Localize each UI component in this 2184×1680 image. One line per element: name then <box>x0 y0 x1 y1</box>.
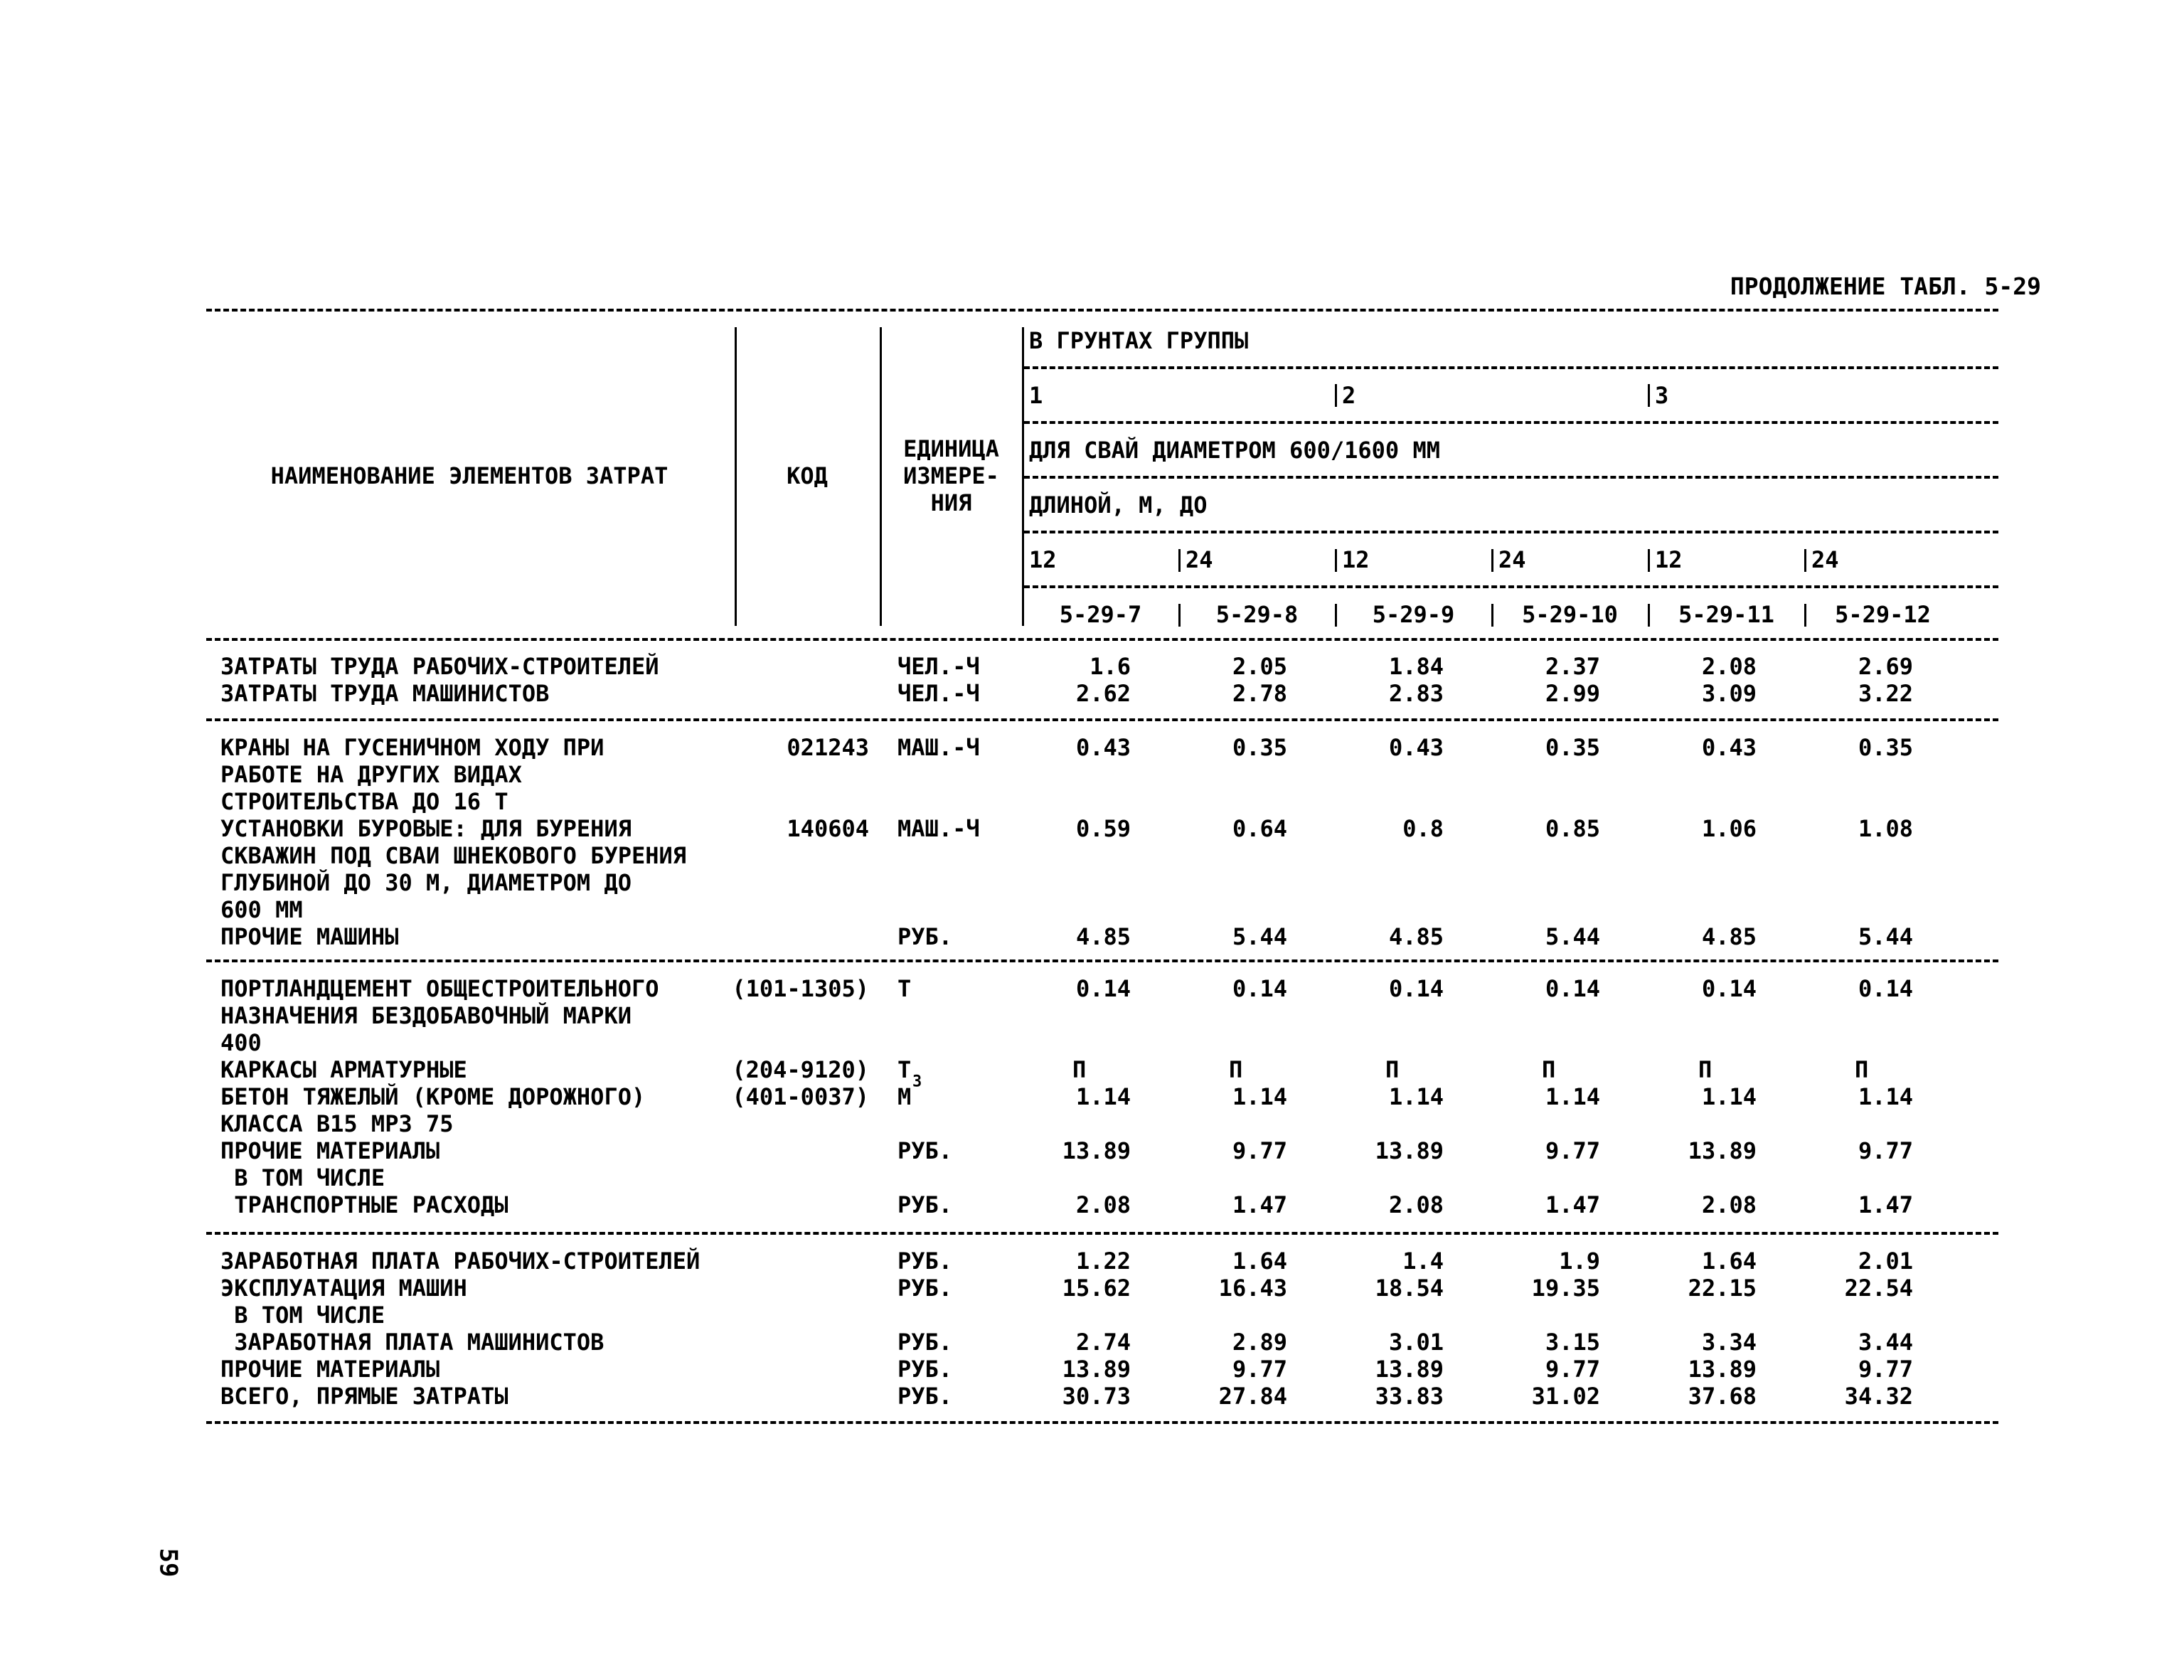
row-value: 2.08 <box>1075 1191 1131 1218</box>
row-value: 9.77 <box>1545 1356 1600 1383</box>
row-value: 9.77 <box>1858 1137 1913 1164</box>
row-name-line: УСТАНОВКИ БУРОВЫЕ: ДЛЯ БУРЕНИЯ <box>220 815 632 842</box>
row-value: 4.85 <box>1075 923 1131 950</box>
row-name-line: ПРОЧИЕ МАШИНЫ <box>220 923 399 950</box>
row-code: 021243 <box>787 734 869 761</box>
row-value: 1.22 <box>1075 1248 1131 1275</box>
row-value: 0.8 <box>1402 815 1444 842</box>
row-value: 1.47 <box>1232 1191 1287 1218</box>
row-value: 1.14 <box>1232 1083 1287 1110</box>
row-value: П <box>1855 1056 1869 1083</box>
header-length-6-bar <box>1804 549 1806 572</box>
row-value: 0.35 <box>1858 734 1913 761</box>
row-unit: РУБ. <box>897 1275 953 1302</box>
row-value: 13.89 <box>1688 1137 1757 1164</box>
row-value: П <box>1229 1056 1243 1083</box>
row-value: 13.89 <box>1062 1137 1131 1164</box>
row-name-line: ВСЕГО, ПРЯМЫЕ ЗАТРАТЫ <box>220 1383 508 1410</box>
row-value: 4.85 <box>1388 923 1444 950</box>
row-value: 1.06 <box>1701 815 1757 842</box>
row-value: 3.15 <box>1545 1329 1600 1356</box>
header-length-4-bar <box>1491 549 1493 572</box>
table-continuation-title: ПРОДОЛЖЕНИЕ ТАБЛ. 5-29 <box>1730 272 2041 300</box>
row-value: 2.37 <box>1545 653 1600 680</box>
header-length-5-bar <box>1648 549 1650 572</box>
row-value: 3.01 <box>1388 1329 1444 1356</box>
row-value: 9.77 <box>1232 1137 1287 1164</box>
row-unit: РУБ. <box>897 923 953 950</box>
row-value: 1.14 <box>1545 1083 1600 1110</box>
header-unit-line-1: ЕДИНИЦА <box>903 435 999 462</box>
row-unit: РУБ. <box>897 1248 953 1275</box>
header-length-6: 24 <box>1811 546 1839 573</box>
header-length: ДЛИНОЙ, М, ДО <box>1029 491 1208 519</box>
header-rule-2 <box>1024 421 1998 424</box>
row-value: 3.44 <box>1858 1329 1913 1356</box>
row-value: 34.32 <box>1844 1383 1913 1410</box>
row-unit: ЧЕЛ.-Ч <box>897 653 980 680</box>
row-value: 5.44 <box>1232 923 1287 950</box>
header-group-2-bar <box>1335 384 1337 407</box>
row-value: 13.89 <box>1688 1356 1757 1383</box>
row-name-line: ЗАТРАТЫ ТРУДА РАБОЧИХ-СТРОИТЕЛЕЙ <box>220 653 659 680</box>
row-name-line: ЗАРАБОТНАЯ ПЛАТА МАШИНИСТОВ <box>220 1329 604 1356</box>
row-unit: МАШ.-Ч <box>897 734 980 761</box>
row-value: 4.85 <box>1701 923 1757 950</box>
row-value: 0.35 <box>1232 734 1287 761</box>
row-value: 22.15 <box>1688 1275 1757 1302</box>
row-name-line: ЗАТРАТЫ ТРУДА МАШИНИСТОВ <box>220 680 550 707</box>
row-unit: МАШ.-Ч <box>897 815 980 842</box>
row-name-line: БЕТОН ТЯЖЕЛЫЙ (КРОМЕ ДОРОЖНОГО) <box>220 1083 646 1110</box>
row-code: (401-0037) <box>732 1083 869 1110</box>
header-group-3-bar <box>1648 384 1650 407</box>
row-value: 0.85 <box>1545 815 1600 842</box>
row-value: 30.73 <box>1062 1383 1131 1410</box>
row-value: 1.64 <box>1232 1248 1287 1275</box>
row-value: 2.74 <box>1075 1329 1131 1356</box>
row-unit: Т <box>897 975 912 1002</box>
header-code-3: 5-29-9 <box>1372 601 1455 628</box>
header-unit-line-3: НИЯ <box>930 489 972 516</box>
header-rule-3 <box>1024 476 1998 479</box>
header-code-1: 5-29-7 <box>1059 601 1142 628</box>
row-name-line: ПРОЧИЕ МАТЕРИАЛЫ <box>220 1137 440 1164</box>
table-top-rule <box>206 309 1998 312</box>
row-name-line: КАРКАСЫ АРМАТУРНЫЕ <box>220 1056 467 1083</box>
header-unit-line-2: ИЗМЕРЕ- <box>903 462 999 489</box>
row-unit: РУБ. <box>897 1356 953 1383</box>
header-rule-5 <box>1024 585 1998 588</box>
row-value: 9.77 <box>1232 1356 1287 1383</box>
header-length-5: 12 <box>1655 546 1683 573</box>
row-value: 0.59 <box>1075 815 1131 842</box>
row-unit: РУБ. <box>897 1383 953 1410</box>
row-value: 2.69 <box>1858 653 1913 680</box>
row-value: 1.84 <box>1388 653 1444 680</box>
row-value: 2.62 <box>1075 680 1131 707</box>
row-value: 1.14 <box>1858 1083 1913 1110</box>
row-value: 5.44 <box>1858 923 1913 950</box>
row-value: 9.77 <box>1545 1137 1600 1164</box>
row-value: 13.89 <box>1375 1137 1444 1164</box>
header-group-2: 2 <box>1342 382 1356 409</box>
header-code-2: 5-29-8 <box>1215 601 1299 628</box>
row-name-line: ТРАНСПОРТНЫЕ РАСХОДЫ <box>220 1191 508 1218</box>
header-code-4: 5-29-10 <box>1522 601 1618 628</box>
row-value: 16.43 <box>1218 1275 1287 1302</box>
row-value: 1.6 <box>1090 653 1131 680</box>
row-value: 27.84 <box>1218 1383 1287 1410</box>
row-unit: М <box>897 1083 912 1110</box>
section-rule <box>206 959 1998 962</box>
row-value: П <box>1542 1056 1556 1083</box>
row-value: 5.44 <box>1545 923 1600 950</box>
row-value: 31.02 <box>1531 1383 1600 1410</box>
header-rule-1 <box>1024 366 1998 369</box>
row-value: 0.43 <box>1388 734 1444 761</box>
row-value: 0.14 <box>1232 975 1287 1002</box>
row-value: 1.14 <box>1701 1083 1757 1110</box>
row-value: 9.77 <box>1858 1356 1913 1383</box>
header-group-3: 3 <box>1655 382 1669 409</box>
row-value: 2.99 <box>1545 680 1600 707</box>
header-length-4: 24 <box>1498 546 1526 573</box>
row-value: 19.35 <box>1531 1275 1600 1302</box>
row-value: 0.43 <box>1075 734 1131 761</box>
header-length-2-bar <box>1178 549 1181 572</box>
row-name-line: РАБОТЕ НА ДРУГИХ ВИДАХ <box>220 761 522 788</box>
row-value: 1.9 <box>1559 1248 1600 1275</box>
row-value: 1.64 <box>1701 1248 1757 1275</box>
row-value: 13.89 <box>1062 1356 1131 1383</box>
row-name-line: 600 ММ <box>220 896 303 923</box>
row-value: 2.78 <box>1232 680 1287 707</box>
row-value: 3.22 <box>1858 680 1913 707</box>
row-name-line: СКВАЖИН ПОД СВАИ ШНЕКОВОГО БУРЕНИЯ <box>220 842 687 869</box>
row-value: 3.09 <box>1701 680 1757 707</box>
row-name-line: ГЛУБИНОЙ ДО 30 М, ДИАМЕТРОМ ДО <box>220 869 632 896</box>
row-unit-superscript: 3 <box>912 1073 922 1091</box>
header-length-3: 12 <box>1342 546 1370 573</box>
header-separator-name-code <box>735 327 737 626</box>
row-value: П <box>1385 1056 1400 1083</box>
row-value: 0.64 <box>1232 815 1287 842</box>
row-value: 0.14 <box>1075 975 1131 1002</box>
row-name-line: КЛАССА В15 МРЗ 75 <box>220 1110 454 1137</box>
page-number: 59 <box>154 1548 183 1578</box>
row-value: 2.05 <box>1232 653 1287 680</box>
row-value: 0.14 <box>1545 975 1600 1002</box>
row-name-line: ПРОЧИЕ МАТЕРИАЛЫ <box>220 1356 440 1383</box>
header-length-2: 24 <box>1186 546 1213 573</box>
row-unit-sup-wrap <box>912 1075 922 1102</box>
row-value: 1.14 <box>1075 1083 1131 1110</box>
row-unit: РУБ. <box>897 1191 953 1218</box>
row-unit: РУБ. <box>897 1329 953 1356</box>
row-name-line: В ТОМ ЧИСЛЕ <box>220 1302 385 1329</box>
row-value: 1.47 <box>1545 1191 1600 1218</box>
row-name-line: 400 <box>220 1029 262 1056</box>
header-code-column: КОД <box>787 462 828 489</box>
header-diameter: ДЛЯ СВАЙ ДИАМЕТРОМ 600/1600 ММ <box>1029 437 1440 464</box>
header-rule-4 <box>1024 531 1998 533</box>
row-value: 3.34 <box>1701 1329 1757 1356</box>
header-code-5: 5-29-11 <box>1678 601 1774 628</box>
row-value: 1.4 <box>1402 1248 1444 1275</box>
row-name-line: КРАНЫ НА ГУСЕНИЧНОМ ХОДУ ПРИ <box>220 734 604 761</box>
row-code: 140604 <box>787 815 869 842</box>
row-value: 0.43 <box>1701 734 1757 761</box>
header-soil-groups: В ГРУНТАХ ГРУППЫ <box>1029 327 1249 354</box>
row-code: (204-9120) <box>732 1056 869 1083</box>
row-value: 2.89 <box>1232 1329 1287 1356</box>
header-group-1: 1 <box>1029 382 1043 409</box>
row-value: 33.83 <box>1375 1383 1444 1410</box>
row-value: 2.83 <box>1388 680 1444 707</box>
row-value: 15.62 <box>1062 1275 1131 1302</box>
header-length-3-bar <box>1335 549 1337 572</box>
row-value: 22.54 <box>1844 1275 1913 1302</box>
row-name-line: НАЗНАЧЕНИЯ БЕЗДОБАВОЧНЫЙ МАРКИ <box>220 1002 632 1029</box>
row-value: 2.08 <box>1388 1191 1444 1218</box>
row-value: 0.14 <box>1388 975 1444 1002</box>
header-length-1: 12 <box>1029 546 1057 573</box>
row-code: (101-1305) <box>732 975 869 1002</box>
row-value: 37.68 <box>1688 1383 1757 1410</box>
row-value: 1.14 <box>1388 1083 1444 1110</box>
row-unit: Т <box>897 1056 912 1083</box>
row-value: П <box>1072 1056 1087 1083</box>
row-value: 0.35 <box>1545 734 1600 761</box>
row-value: 13.89 <box>1375 1356 1444 1383</box>
row-unit: РУБ. <box>897 1137 953 1164</box>
row-value: 2.01 <box>1858 1248 1913 1275</box>
row-value: 1.47 <box>1858 1191 1913 1218</box>
header-code-6: 5-29-12 <box>1835 601 1931 628</box>
row-value: 1.08 <box>1858 815 1913 842</box>
row-value: 2.08 <box>1701 653 1757 680</box>
row-value: 0.14 <box>1701 975 1757 1002</box>
row-value: 18.54 <box>1375 1275 1444 1302</box>
header-bottom-rule <box>206 638 1998 641</box>
row-name-line: В ТОМ ЧИСЛЕ <box>220 1164 385 1191</box>
row-name-line: ЗАРАБОТНАЯ ПЛАТА РАБОЧИХ-СТРОИТЕЛЕЙ <box>220 1248 701 1275</box>
row-name-line: ЭКСПЛУАТАЦИЯ МАШИН <box>220 1275 467 1302</box>
section-rule <box>206 1421 1998 1424</box>
row-unit: ЧЕЛ.-Ч <box>897 680 980 707</box>
row-name-line: ПОРТЛАНДЦЕМЕНТ ОБЩЕСТРОИТЕЛЬНОГО <box>220 975 659 1002</box>
row-value: П <box>1698 1056 1712 1083</box>
section-rule <box>206 1232 1998 1235</box>
section-rule <box>206 718 1998 721</box>
row-value: 2.08 <box>1701 1191 1757 1218</box>
row-name-line: СТРОИТЕЛЬСТВА ДО 16 Т <box>220 788 508 815</box>
row-value: 0.14 <box>1858 975 1913 1002</box>
header-name-column: НАИМЕНОВАНИЕ ЭЛЕМЕНТОВ ЗАТРАТ <box>270 462 668 489</box>
